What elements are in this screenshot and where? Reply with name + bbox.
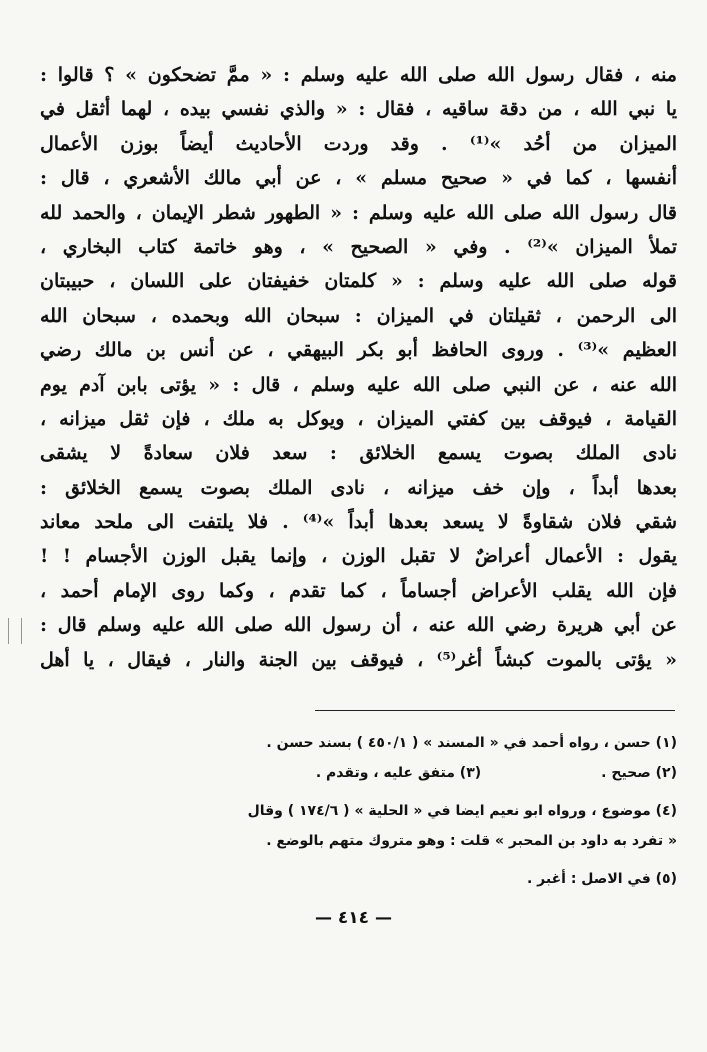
footnote-1: (١) حسن ، رواه أحمد في « المسند » ( ٤٥٠/١ ) بسند حسن . xyxy=(266,735,677,751)
text-line: يا نبي الله ، من دقة ساقيه ، فقال : « والذي نفسي بيده ، لهما أثقل في xyxy=(40,98,677,121)
text-line: تملأ الميزان »⁽²⁾ . وفي « الصحيح » ، وهو خاتمة كتاب البخاري ، xyxy=(40,235,677,258)
text-line: قال رسول الله صلى الله عليه وسلم : « الطهور شطر الإيمان ، والحمد لله xyxy=(40,201,677,224)
text-line: « يؤتى بالموت كبشاً أغر⁽⁵⁾ ، فيوقف بين الجنة والنار ، فيقال ، يا أهل xyxy=(40,648,677,671)
text-line: العظيم »⁽³⁾ . وروى الحافظ أبو بكر البيهقي ، عن أنس بن مالك رضي xyxy=(40,339,677,362)
text-line: القيامة ، فيوقف بين كفتي الميزان ، ويوكل به ملك ، فإن ثقل ميزانه ، xyxy=(40,407,677,430)
main-text xyxy=(40,58,677,677)
text-line: شقي فلان شقاوةً لا يسعد بعدها أبداً »⁽⁴⁾ . فلا يلتفت الى ملحد معاند xyxy=(40,511,677,534)
text-line: قوله صلى الله عليه وسلم : « كلمتان خفيفتان على اللسان ، حبيبتان xyxy=(40,270,677,293)
footnote-4-line-1: (٤) موضوع ، ورواه ابو نعيم ايضا في « الحلية » ( ١٧٤/٦ ) وقال xyxy=(247,803,677,819)
footnote-divider xyxy=(315,710,675,711)
text-line: منه ، فقال رسول الله صلى الله عليه وسلم : « ممَّ تضحكون » ؟ قالوا : xyxy=(40,64,677,86)
text-line: بعدها أبداً ، وإن خف ميزانه ، نادى الملك بصوت يسمع الخلائق : xyxy=(40,476,677,499)
text-line: الى الرحمن ، ثقيلتان في الميزان : سبحان الله وبحمده ، سبحان الله xyxy=(40,304,677,327)
footnote-row-2-3 xyxy=(40,758,677,788)
footnote-3: (٣) متفق عليه ، وتقدم . xyxy=(315,765,482,781)
text-line: نادى الملك بصوت يسمع الخلائق : سعد فلان سعادةً لا يشقى xyxy=(40,442,677,465)
footnote-5: (٥) في الاصل : أغبر . xyxy=(526,871,677,887)
footnotes xyxy=(40,728,677,894)
text-line: عن أبي هريرة رضي الله عنه ، أن رسول الله صلى الله عليه وسلم قال : xyxy=(40,614,677,637)
page-number: — ٤١٤ — xyxy=(315,908,392,928)
footnote-4-line-2: « تفرد به داود بن المحبر » قلت : وهو متروك متهم بالوضع . xyxy=(266,833,677,849)
footnote-2: (٢) صحيح . xyxy=(601,765,677,781)
text-line: فإن الله يقلب الأعراض أجساماً ، كما تقدم ، وكما روى الإمام أحمد ، xyxy=(40,579,677,602)
text-line: الله عنه ، عن النبي صلى الله عليه وسلم ، قال : « يؤتى بابن آدم يوم xyxy=(40,373,677,396)
text-line: أنفسها ، كما في « صحيح مسلم » ، عن أبي مالك الأشعري ، قال : xyxy=(40,167,677,190)
text-line: الميزان من أحُد »⁽¹⁾ . وقد وردت الأحاديث أيضاً بوزن الأعمال xyxy=(40,132,677,155)
text-line: يقول : الأعمال أعراضٌ لا تقبل الوزن ، وإنما يقبل الوزن الأجسام ! ! xyxy=(40,545,677,568)
margin-mark xyxy=(8,618,22,644)
